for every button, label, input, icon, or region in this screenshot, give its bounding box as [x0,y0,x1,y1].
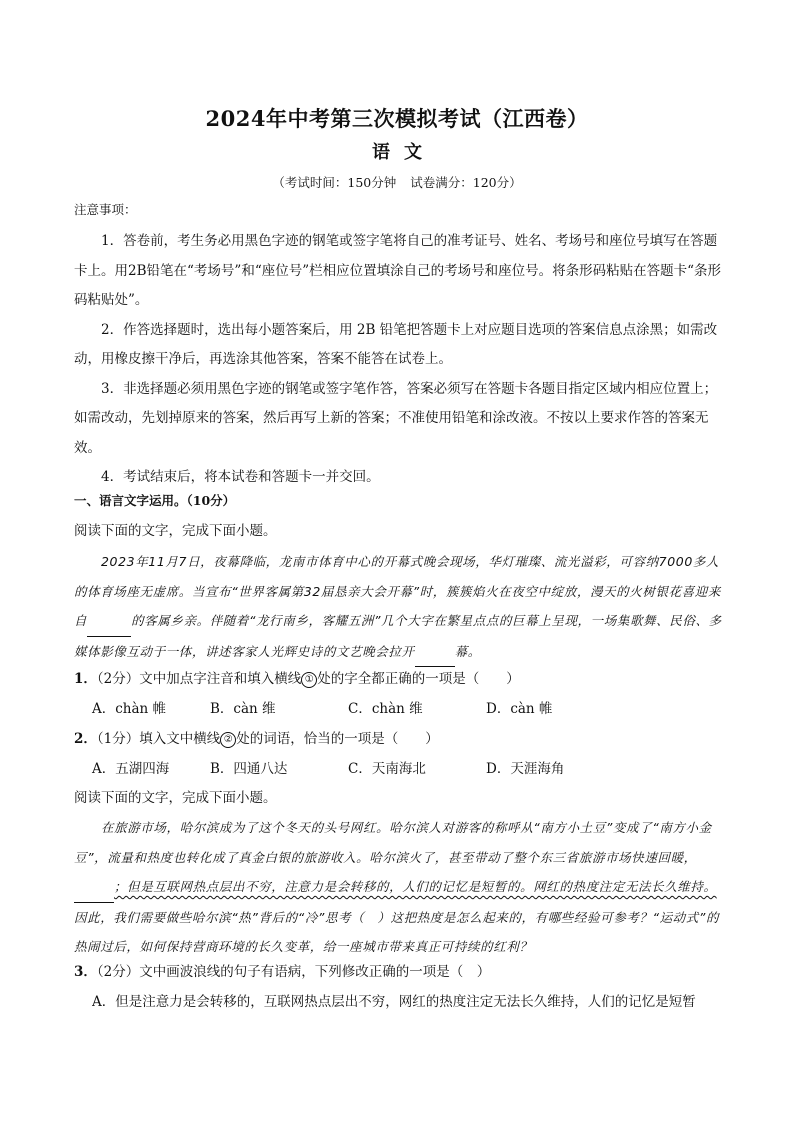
passage-2-text-b: 因此，我们需要做些哈尔滨“热”背后的“冷”思考（ ）这把热度是怎么起来的，有哪些经验可参考？“运动式”的热闹过后，如何保持营商环境的长久变革，给一座城市带来真正可持续的红利？ [74,909,720,954]
option[interactable]: C．chàn 维 [348,701,423,717]
notes-list [74,227,726,493]
note-item: 1．答卷前，考生务必用黑色字迹的钢笔或签字笔将自己的准考证号、姓名、考场号和座位号填写在答题卡上。用2B铅笔在“考场号”和“座位号”栏相应位置填涂自己的考场号和座位号。将条形码粘贴在答题卡“条形码粘贴处”。 [74,233,722,308]
passage-1-text-c: 幕。 [454,643,481,659]
option[interactable]: A．五湖四海 [92,761,170,777]
option[interactable]: A．chàn 帷 [92,701,167,717]
blank-2 [415,637,455,668]
subject-title: 语文 [372,142,436,163]
question-3 [74,960,490,980]
option[interactable]: B．四通八达 [210,761,288,777]
passage-1-text-a: 2023年11月7日，夜幕降临，龙南市体育中心的开幕式晚会现场，华灯璀璨、流光溢彩，可容纳7000多人的体育场座无虚席。当宣布“世界客属第32届恳亲大会开幕”时，簇簇焰火在夜空中绽放，漫天的火树银花喜迎来自 [74,554,721,628]
passage-2 [74,813,726,962]
option[interactable]: D．càn 帷 [486,701,553,717]
option[interactable]: B．càn 维 [210,701,276,717]
reading-prompt: 阅读下面的文字，完成下面小题。 [74,523,277,539]
question-2 [74,727,439,748]
passage-1 [74,547,726,667]
question-3-option-a[interactable]: A．但是注意力是会转移的，互联网热点层出不穷，网红的热度注定无法长久维持，人们的记忆是短暂 [92,994,696,1010]
option[interactable]: D．天涯海角 [486,761,565,777]
note-item: 3．非选择题必须用黑色字迹的钢笔或签字笔作答，答案必须写在答题卡各题目指定区域内相应位置上；如需改动，先划掉原来的答案，然后再写上新的答案；不准使用铅笔和涂改液。不按以上要求作答的答案无效。 [74,380,718,456]
passage-2-text-a: 在旅游市场，哈尔滨成为了这个冬天的头号网红。哈尔滨人对游客的称呼从“南方小土豆”变成了“南方小金豆”，流量和热度也转化成了真金白银的旅游收入。哈尔滨火了，甚至带动了整个东三省旅游市场快速回暖， [74,820,712,865]
question-number: 3． [74,964,97,980]
question-text: （2分）文中加点字注音和填入横线 [96,671,302,687]
question-number: 1． [74,671,97,687]
exam-time: （考试时间：150分钟 [272,175,397,190]
question-number: 2． [74,731,97,747]
note-item: 4．考试结束后，将本试卷和答题卡一并交回。 [101,469,380,485]
question-1 [74,667,520,688]
question-tail: 处的字全都正确的一项是（ ） [317,671,520,687]
exam-score: 试卷满分：120分） [410,175,522,190]
circled-number: ① [301,672,317,688]
blank-1 [87,606,131,637]
question-1-options [92,697,552,717]
section-heading: 一、语言文字运用。（10分） [74,493,236,508]
note-item: 2．作答选择题时，选出每小题答案后，用 2B 铅笔把答题卡上对应题目选项的答案信息点涂黑；如需改动，用橡皮擦干净后，再选涂其他答案，答案不能答在试卷上。 [74,321,718,367]
question-text: （1分）填入文中横线 [96,731,221,747]
circled-number: ② [220,732,236,748]
question-text: （2分）文中画波浪线的句子有语病，下列修改正确的一项是（ ） [96,964,491,980]
exam-title: 2024年中考第三次模拟考试（江西卷） [205,106,589,131]
wavy-underlined-sentence: ；但是互联网热点层出不穷，注意力是会转移的，人们的记忆是短暂的。网红的热度注定无法长久维持。 [114,879,717,894]
reading-prompt: 阅读下面的文字，完成下面小题。 [74,790,277,806]
option[interactable]: C．天南海北 [348,761,426,777]
question-2-options [92,757,564,777]
blank-3 [74,872,114,903]
passage-1-text-b: 的客属乡亲。伴随着“龙行南乡，客耀五洲”几个大字在繁星点点的巨幕上呈现，一场集歌舞、民俗、多媒体影像互动于一体，讲述客家人光辉史诗的文艺晚会拉开 [74,613,722,659]
exam-info [0,173,794,191]
question-tail: 处的词语，恰当的一项是（ ） [236,731,439,747]
notes-heading: 注意事项： [74,202,137,217]
